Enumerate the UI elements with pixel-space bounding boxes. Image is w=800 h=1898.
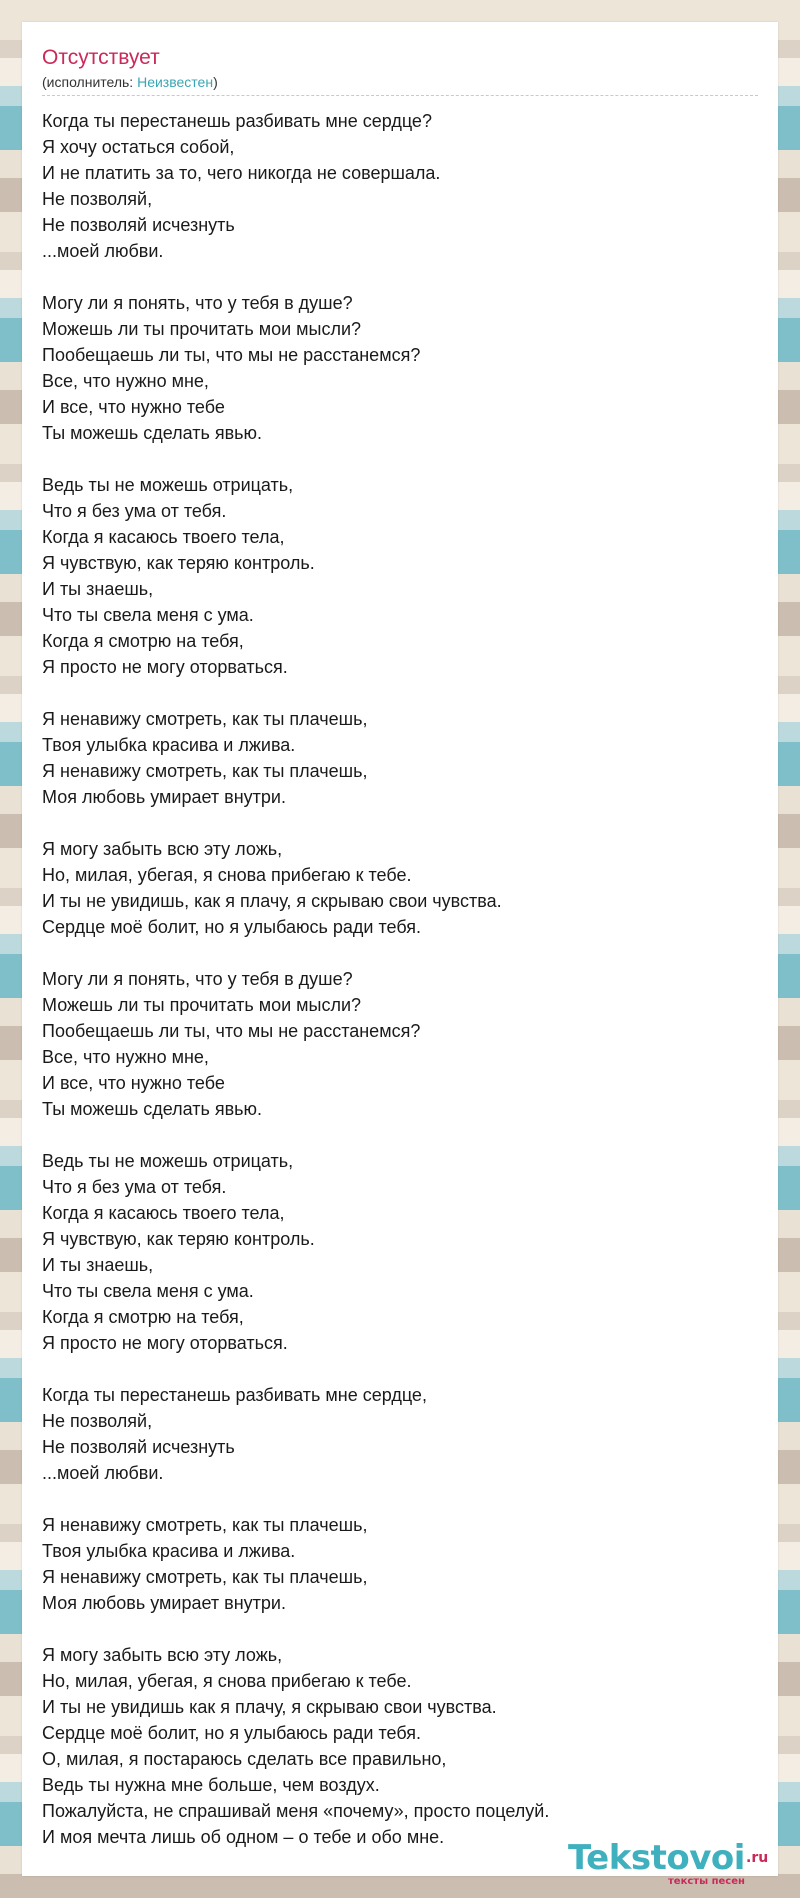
lyric-line: Что ты свела меня с ума. [42, 1281, 254, 1301]
lyric-line: И все, что нужно тебе [42, 1073, 225, 1093]
lyric-line: Но, милая, убегая, я снова прибегаю к тебе. [42, 1671, 412, 1691]
lyric-line: Я чувствую, как теряю контроль. [42, 553, 315, 573]
song-title: Отсутствует [42, 46, 160, 69]
lyric-line: Я ненавижу смотреть, как ты плачешь, [42, 761, 368, 781]
lyrics-stanza [42, 472, 758, 680]
lyrics-stanza [42, 1148, 758, 1356]
lyric-line: И ты не увидишь как я плачу, я скрываю свои чувства. [42, 1697, 497, 1717]
lyric-line: Твоя улыбка красива и лжива. [42, 1541, 296, 1561]
lyric-line: Не позволяй, [42, 1411, 153, 1431]
lyric-line: Когда ты перестанешь разбивать мне сердце, [42, 1385, 427, 1405]
lyrics-card [22, 22, 778, 1887]
lyrics-stanza [42, 1382, 758, 1486]
lyric-line: Пообещаешь ли ты, что мы не расстанемся? [42, 345, 421, 365]
lyric-line: И все, что нужно тебе [42, 397, 225, 417]
lyric-line: Но, милая, убегая, я снова прибегаю к тебе. [42, 865, 412, 885]
lyrics-stanza [42, 1512, 758, 1616]
lyric-line: И ты знаешь, [42, 1255, 154, 1275]
lyric-line: Могу ли я понять, что у тебя в душе? [42, 293, 353, 313]
lyric-line: Когда я касаюсь твоего тела, [42, 527, 285, 547]
artist-link[interactable]: Неизвестен [137, 74, 214, 90]
lyric-line: Не позволяй исчезнуть [42, 215, 235, 235]
lyric-line: Твоя улыбка красива и лжива. [42, 735, 296, 755]
lyric-line: Не позволяй, [42, 189, 153, 209]
lyrics-stanza [42, 706, 758, 810]
lyric-line: Ты можешь сделать явью. [42, 1099, 263, 1119]
lyric-line: Моя любовь умирает внутри. [42, 1593, 286, 1613]
lyric-line: Пожалуйста, не спрашивай меня «почему», просто поцелуй. [42, 1801, 550, 1821]
lyric-line: Я ненавижу смотреть, как ты плачешь, [42, 1515, 368, 1535]
lyric-line: Ведь ты не можешь отрицать, [42, 475, 294, 495]
lyrics-text [42, 108, 758, 1850]
lyric-line: Могу ли я понять, что у тебя в душе? [42, 969, 353, 989]
lyric-line: Я могу забыть всю эту ложь, [42, 839, 283, 859]
lyric-line: Что я без ума от тебя. [42, 1177, 227, 1197]
lyric-line: Я просто не могу оторваться. [42, 657, 288, 677]
lyric-line: Что я без ума от тебя. [42, 501, 227, 521]
lyric-line: И ты знаешь, [42, 579, 154, 599]
lyric-line: Все, что нужно мне, [42, 371, 209, 391]
lyric-line: Когда ты перестанешь разбивать мне сердце? [42, 111, 432, 131]
lyric-line: Не позволяй исчезнуть [42, 1437, 235, 1457]
lyric-line: Моя любовь умирает внутри. [42, 787, 286, 807]
artist-suffix: ) [213, 74, 218, 90]
artist-prefix: (исполнитель: [42, 74, 138, 90]
lyric-line: Сердце моё болит, но я улыбаюсь ради тебя. [42, 917, 421, 937]
lyrics-stanza [42, 836, 758, 940]
lyric-line: Я могу забыть всю эту ложь, [42, 1645, 283, 1665]
lyric-line: Когда я касаюсь твоего тела, [42, 1203, 285, 1223]
lyric-line: Сердце моё болит, но я улыбаюсь ради тебя. [42, 1723, 421, 1743]
lyric-line: Я ненавижу смотреть, как ты плачешь, [42, 709, 368, 729]
site-logo[interactable] [568, 1838, 769, 1892]
lyric-line: Когда я смотрю на тебя, [42, 1307, 244, 1327]
logo-wordmark: Tekstovoi [568, 1838, 745, 1878]
lyric-line: ...моей любви. [42, 1463, 164, 1483]
lyric-line: Ведь ты нужна мне больше, чем воздух. [42, 1775, 380, 1795]
lyric-line: Ты можешь сделать явью. [42, 423, 263, 443]
lyric-line: Ведь ты не можешь отрицать, [42, 1151, 294, 1171]
lyric-line: Все, что нужно мне, [42, 1047, 209, 1067]
lyric-line: ...моей любви. [42, 241, 164, 261]
lyrics-stanza [42, 966, 758, 1122]
lyric-line: Можешь ли ты прочитать мои мысли? [42, 995, 362, 1015]
lyric-line: Когда я смотрю на тебя, [42, 631, 244, 651]
lyrics-stanza [42, 1642, 758, 1850]
lyric-line: Я хочу остаться собой, [42, 137, 235, 157]
lyric-line: Пообещаешь ли ты, что мы не расстанемся? [42, 1021, 421, 1041]
lyric-line: И ты не увидишь, как я плачу, я скрываю свои чувства. [42, 891, 502, 911]
lyric-line: О, милая, я постараюсь сделать все правильно, [42, 1749, 447, 1769]
lyric-line: И не платить за то, чего никогда не совершала. [42, 163, 441, 183]
lyrics-stanza [42, 290, 758, 446]
artist-line [42, 73, 758, 96]
lyric-line: Я чувствую, как теряю контроль. [42, 1229, 315, 1249]
lyric-line: Можешь ли ты прочитать мои мысли? [42, 319, 362, 339]
logo-domain: .ru [746, 1850, 769, 1866]
lyrics-stanza [42, 108, 758, 264]
lyric-line: Я ненавижу смотреть, как ты плачешь, [42, 1567, 368, 1587]
lyric-line: Что ты свела меня с ума. [42, 605, 254, 625]
logo-tagline: тексты песен [668, 1876, 745, 1887]
lyric-line: Я просто не могу оторваться. [42, 1333, 288, 1353]
lyric-line: И моя мечта лишь об одном – о тебе и обо мне. [42, 1827, 445, 1847]
